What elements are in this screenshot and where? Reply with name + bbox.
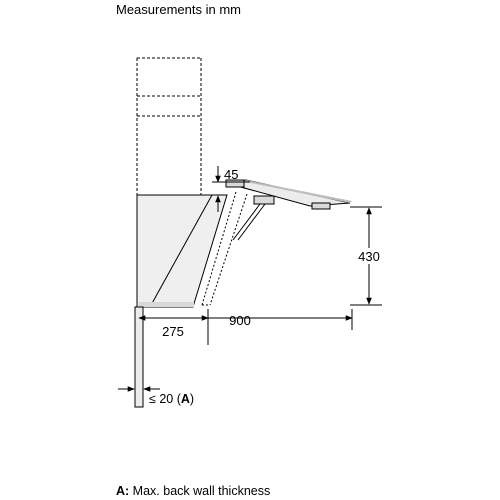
dimension-wall-thickness-label: ≤ 20 (A) xyxy=(149,392,195,406)
hood-lid xyxy=(226,180,352,240)
dimension-430-label: 430 xyxy=(358,249,380,264)
footnote xyxy=(116,484,270,498)
dimension-275-label: 275 xyxy=(162,324,184,339)
hood-body xyxy=(137,195,227,307)
footnote-ref: A: xyxy=(116,484,130,498)
dimension-900-label: 900 xyxy=(229,313,251,328)
diagram-title: Measurements in mm xyxy=(116,2,241,17)
dimension-45-label: 45 xyxy=(224,167,239,182)
chimney-outline xyxy=(137,58,201,195)
back-wall xyxy=(135,307,143,407)
footnote-text: Max. back wall thickness xyxy=(129,484,271,498)
